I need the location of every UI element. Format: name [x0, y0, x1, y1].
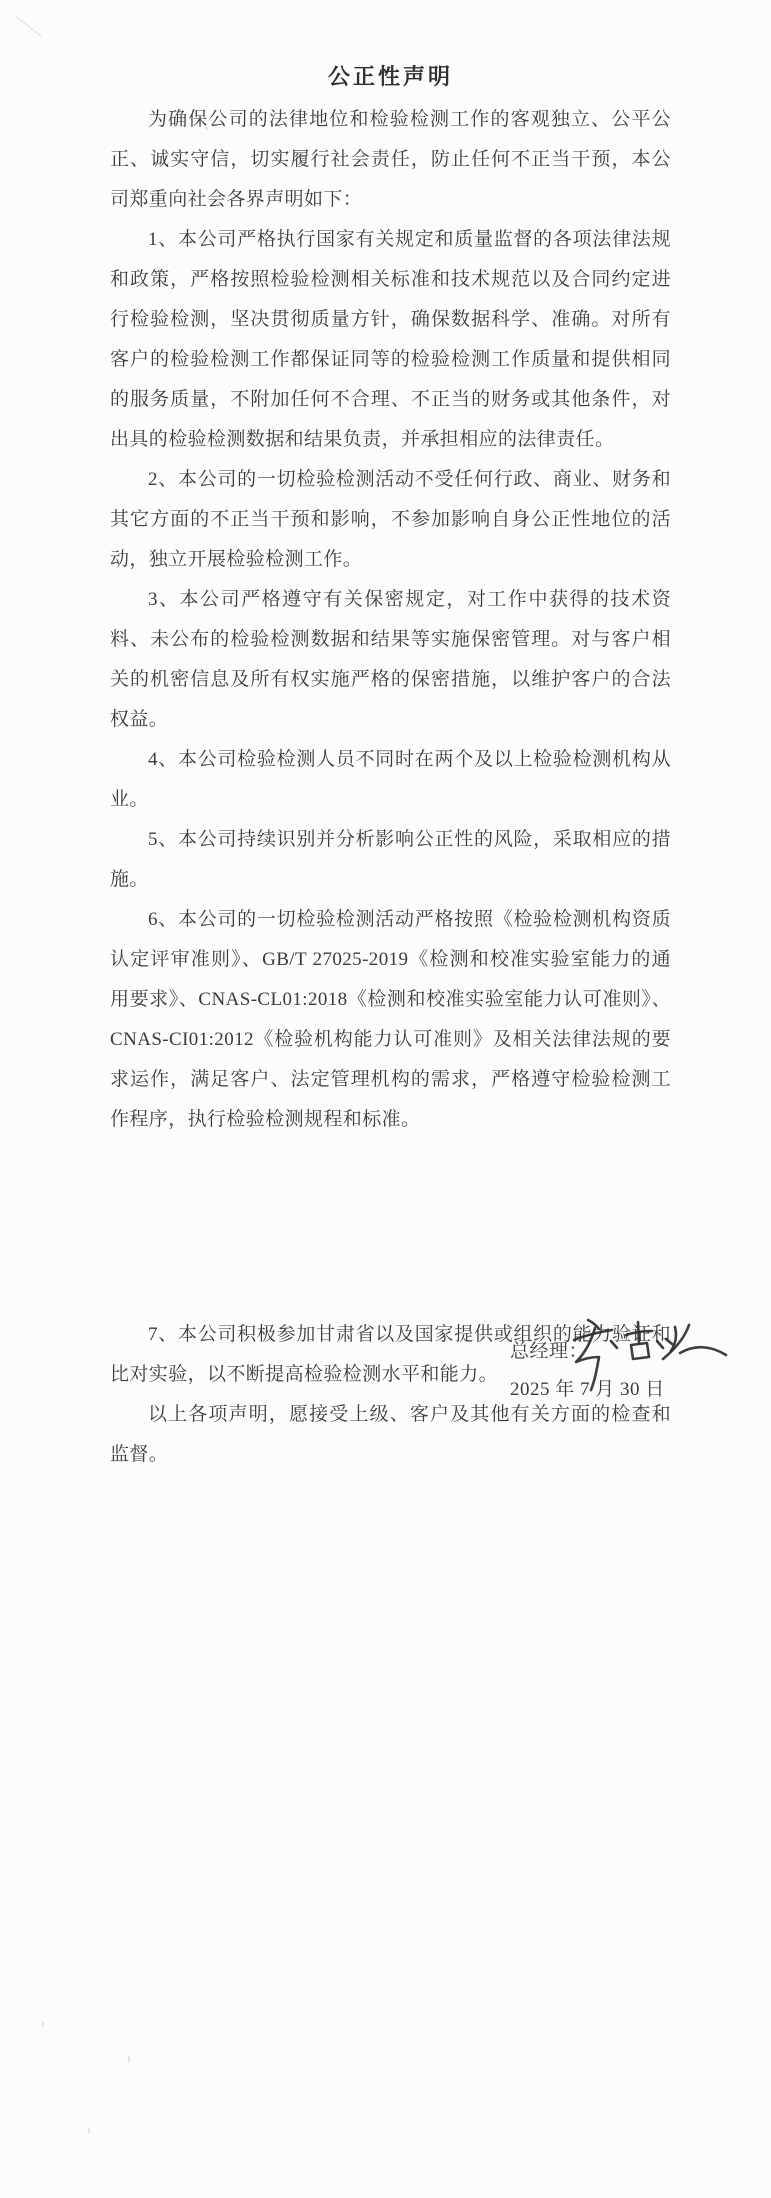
clause-5-paragraph: 5、本公司持续识别并分析影响公正性的风险，采取相应的措施。	[110, 829, 671, 890]
scan-speck	[205, 127, 208, 130]
closing-paragraph: 以上各项声明，愿接受上级、客户及其他有关方面的检查和监督。	[110, 1404, 671, 1465]
signer-role-label: 总经理：	[510, 1341, 589, 1362]
clause-4-paragraph: 4、本公司检验检测人员不同时在两个及以上检验检测机构从业。	[110, 749, 671, 810]
intro-paragraph: 为确保公司的法律地位和检验检测工作的客观独立、公平公正、诚实守信，切实履行社会责任，防止任何不正当干预，本公司郑重向社会各界声明如下：	[110, 109, 671, 210]
handwritten-signature-icon	[558, 1312, 730, 1394]
clause-7-paragraph: 7、本公司积极参加甘肃省以及国家提供或组织的能力验证和比对实验，以不断提高检验检测水平和能力。	[110, 1324, 671, 1385]
signature-block	[510, 1336, 665, 1401]
scan-speck	[88, 2128, 90, 2133]
clause-2-paragraph: 2、本公司的一切检验检测活动不受任何行政、商业、财务和其它方面的不正当干预和影响，不参加影响自身公正性地位的活动，独立开展检验检测工作。	[110, 469, 671, 570]
clause-1-paragraph: 1、本公司严格执行国家有关规定和质量监督的各项法律法规和政策，严格按照检验检测相关标准和技术规范以及合同约定进行检验检测，坚决贯彻质量方针，确保数据科学、准确。对所有客户的检验检测工作都保证同等的检验检测工作质量和提供相同的服务质量，不附加任何不合理、不正当的财务或其他条件，对出具的检验检测数据和结果负责，并承担相应的法律责任。	[110, 229, 671, 450]
scan-artifact	[16, 16, 42, 36]
document-body	[110, 62, 671, 1475]
document-title: 公正性声明	[327, 64, 453, 89]
scan-speck	[42, 2022, 44, 2027]
clause-6-paragraph: 6、本公司的一切检验检测活动严格按照《检验检测机构资质认定评审准则》、GB/T 27025-2019《检测和校准实验室能力的通用要求》、CNAS-CL01:2018《检测和校准实验室能力认可准则》、CNAS-CI01:2012《检验机构能力认可准则》及相关法律法规的要求运作，满足客户、法定管理机构的需求，严格遵守检验检测工作程序，执行检验检测规程和标准。	[110, 909, 671, 1130]
clause-3-paragraph: 3、本公司严格遵守有关保密规定，对工作中获得的技术资料、未公布的检验检测数据和结果等实施保密管理。对与客户相关的机密信息及所有权实施严格的保密措施，以维护客户的合法权益。	[110, 589, 671, 730]
scan-speck	[128, 2056, 130, 2063]
signature-date: 2025 年 7 月 30 日	[510, 1379, 665, 1400]
